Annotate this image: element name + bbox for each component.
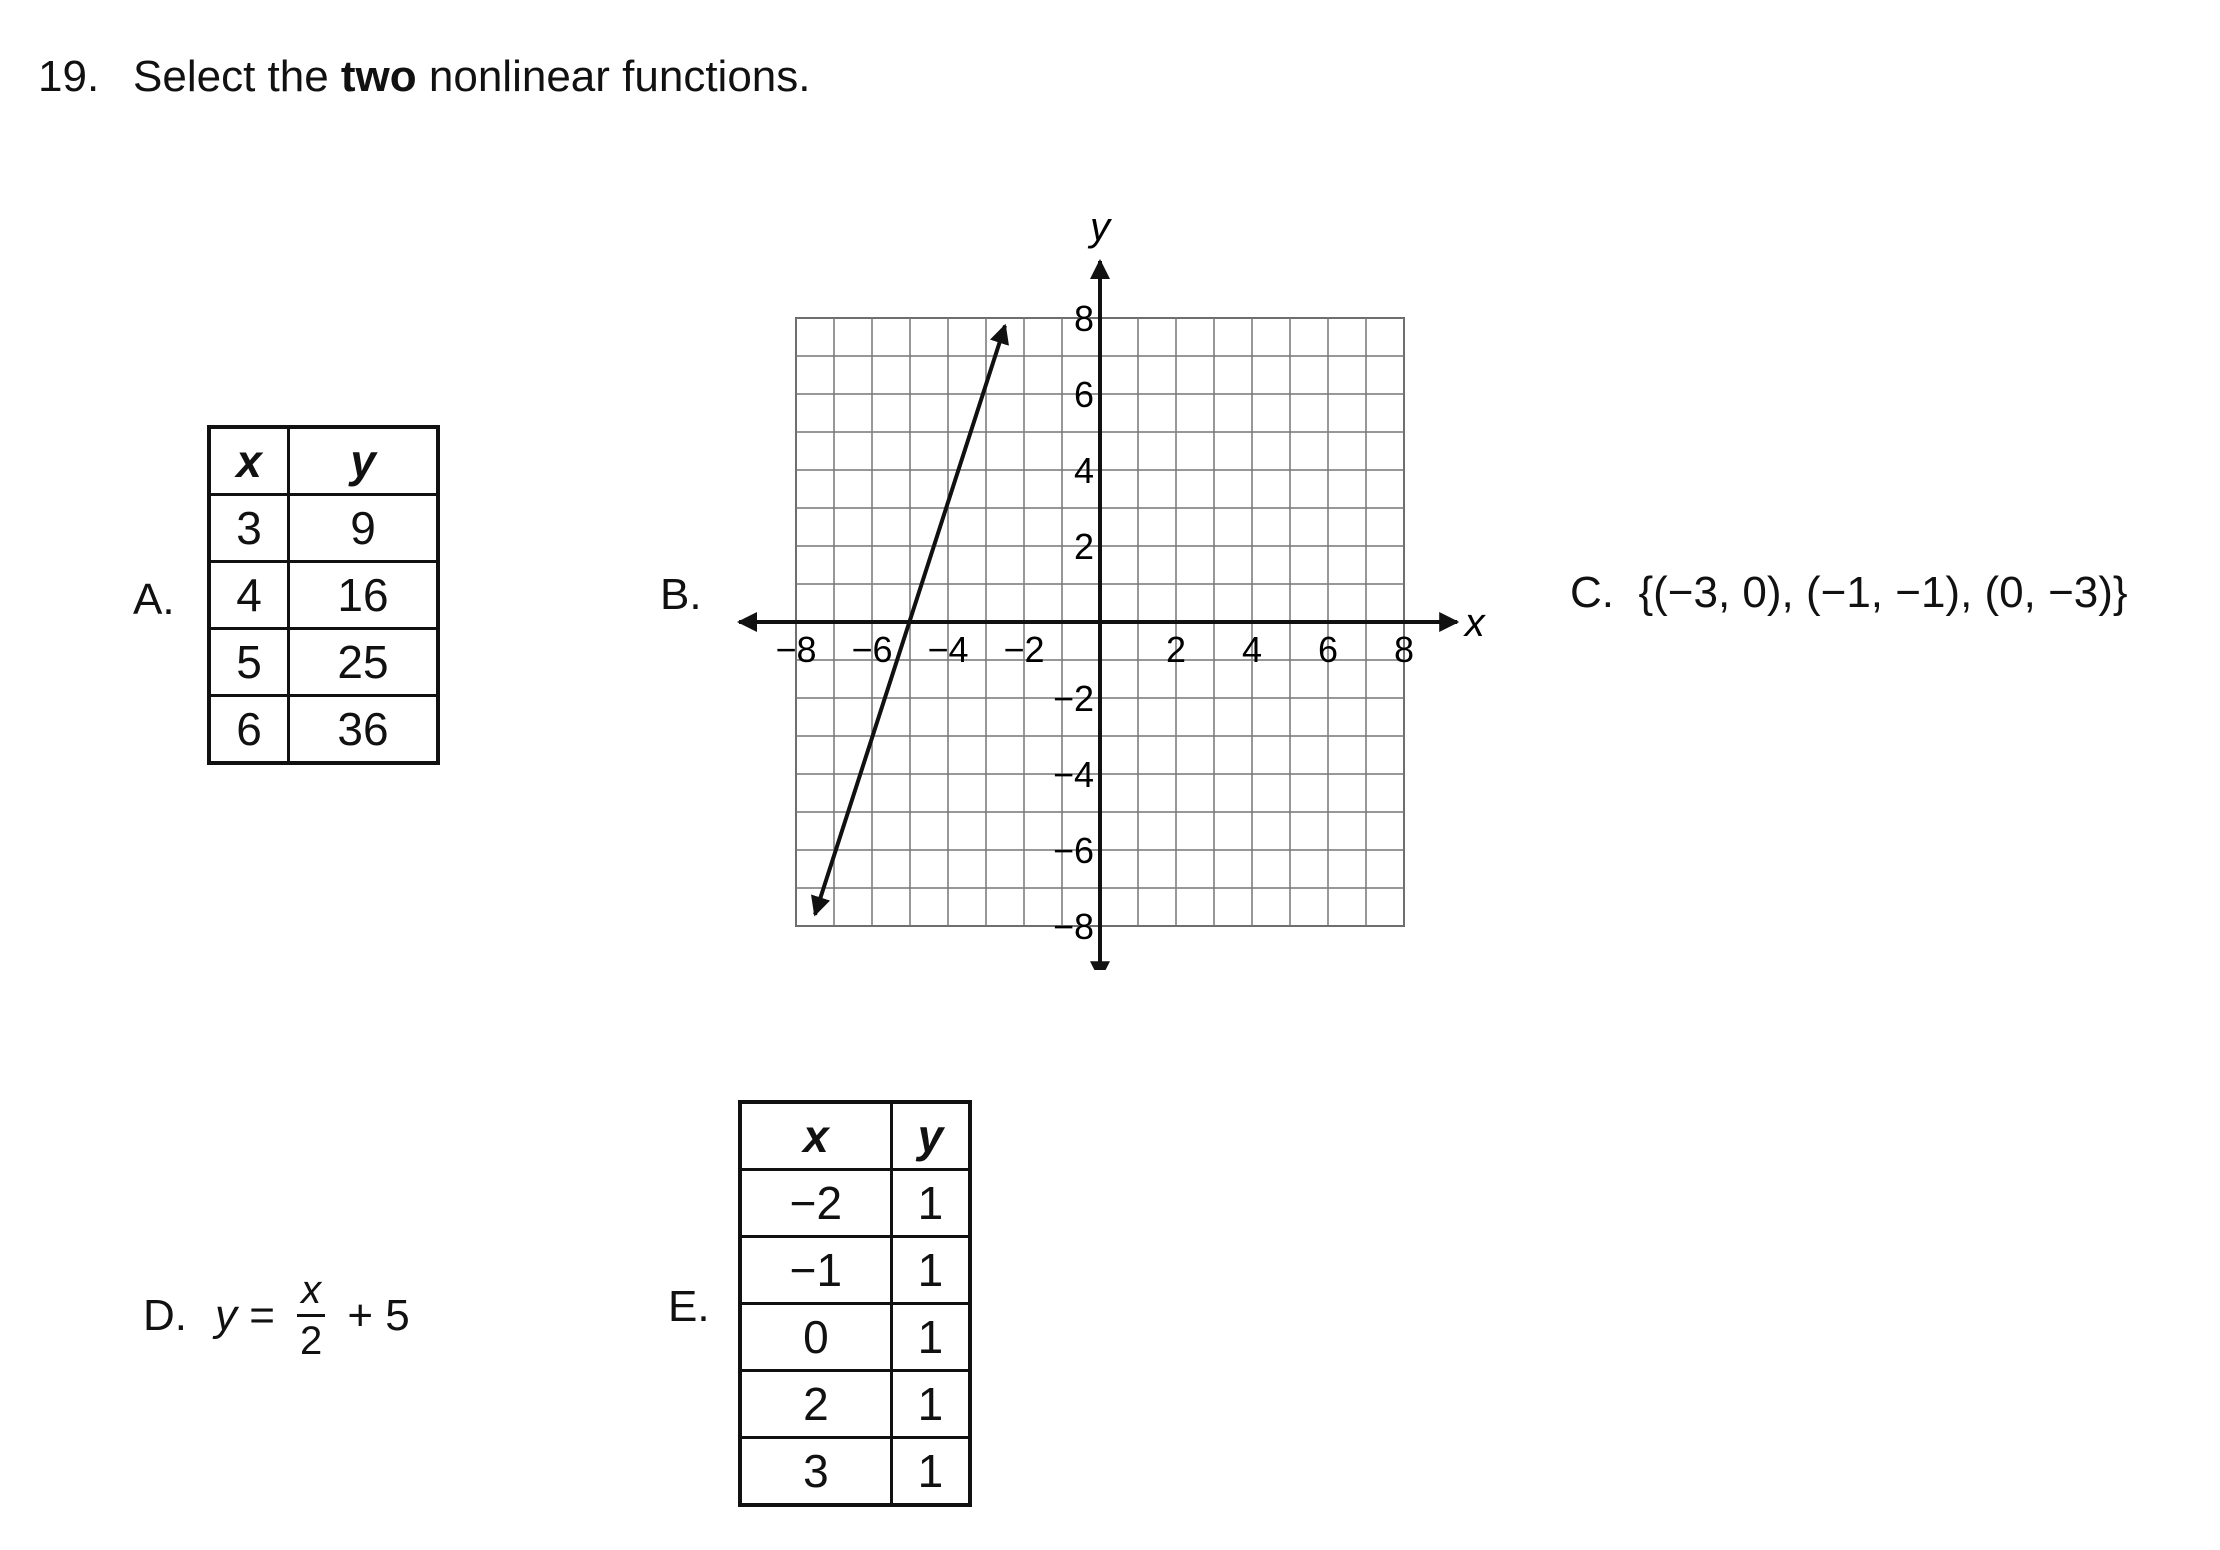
column-header-x: x [740,1102,891,1170]
fraction-numerator: x [297,1270,325,1317]
y-tick-label: 8 [1073,298,1094,339]
table-header-row [209,427,438,495]
fraction-denominator: 2 [300,1319,323,1363]
equation-equals: = [237,1290,288,1340]
x-tick-label: −6 [851,629,893,670]
table-cell: 2 [740,1371,891,1438]
table-row [740,1371,970,1438]
option-d-label: D. [143,1290,187,1340]
column-header-y: y [289,427,438,495]
y-tick-label: −2 [1052,678,1094,719]
table-cell: 3 [209,495,289,562]
table-row [209,562,438,629]
table-cell: 25 [289,629,438,696]
option-b-graph[interactable] [720,210,1540,970]
table-cell: 6 [209,696,289,764]
equation-lhs: y [215,1290,237,1340]
option-c[interactable] [1570,568,2128,618]
table-row [740,1170,970,1237]
option-c-label: C. [1570,568,1614,617]
y-tick-label: 2 [1073,526,1094,567]
table-cell: 9 [289,495,438,562]
table-cell: 1 [891,1371,970,1438]
y-axis-label: y [1090,210,1110,249]
y-tick-label: −6 [1052,830,1094,871]
option-a-table[interactable] [207,425,440,765]
table-cell: 3 [740,1438,891,1506]
x-tick-label: −2 [1003,629,1045,670]
y-tick-label: −8 [1052,906,1094,947]
y-tick-label: 6 [1073,374,1094,415]
table-row [209,495,438,562]
table-cell: −2 [740,1170,891,1237]
table-cell: 16 [289,562,438,629]
question-suffix: nonlinear functions. [416,52,811,101]
equation-fraction [297,1270,325,1361]
x-tick-label: 8 [1393,629,1415,670]
question-emphasis: two [340,52,417,101]
x-tick-label: 2 [1165,629,1187,670]
table-cell: 4 [209,562,289,629]
equation-rest: + 5 [335,1290,410,1340]
option-b-label[interactable]: B. [660,570,702,619]
table-row [740,1237,970,1304]
table-row [209,696,438,764]
y-tick-label: −4 [1052,754,1094,795]
x-tick-label: −4 [927,629,969,670]
table-cell: −1 [740,1237,891,1304]
option-a-label[interactable]: A. [133,575,175,624]
column-header-x: x [209,427,289,495]
question-prefix: Select the [133,52,341,101]
table-cell: 0 [740,1304,891,1371]
table-cell: 1 [891,1438,970,1506]
x-tick-label: 4 [1241,629,1263,670]
option-d[interactable] [143,1270,410,1361]
option-e-label[interactable]: E. [668,1282,710,1331]
table-cell: 1 [891,1237,970,1304]
table-cell: 1 [891,1304,970,1371]
table-row [740,1438,970,1506]
table-header-row [740,1102,970,1170]
x-axis-label: x [1464,601,1485,645]
table-row [740,1304,970,1371]
question-number: 19. [38,52,100,101]
x-tick-label: −8 [775,629,817,670]
option-e-table[interactable] [738,1100,972,1507]
column-header-y: y [891,1102,970,1170]
table-row [209,629,438,696]
option-c-set: {(−3, 0), (−1, −1), (0, −3)} [1638,568,2128,617]
table-cell: 36 [289,696,438,764]
question-text [133,52,810,102]
table-cell: 5 [209,629,289,696]
x-tick-label: 6 [1317,629,1339,670]
table-cell: 1 [891,1170,970,1237]
y-tick-label: 4 [1073,450,1094,491]
